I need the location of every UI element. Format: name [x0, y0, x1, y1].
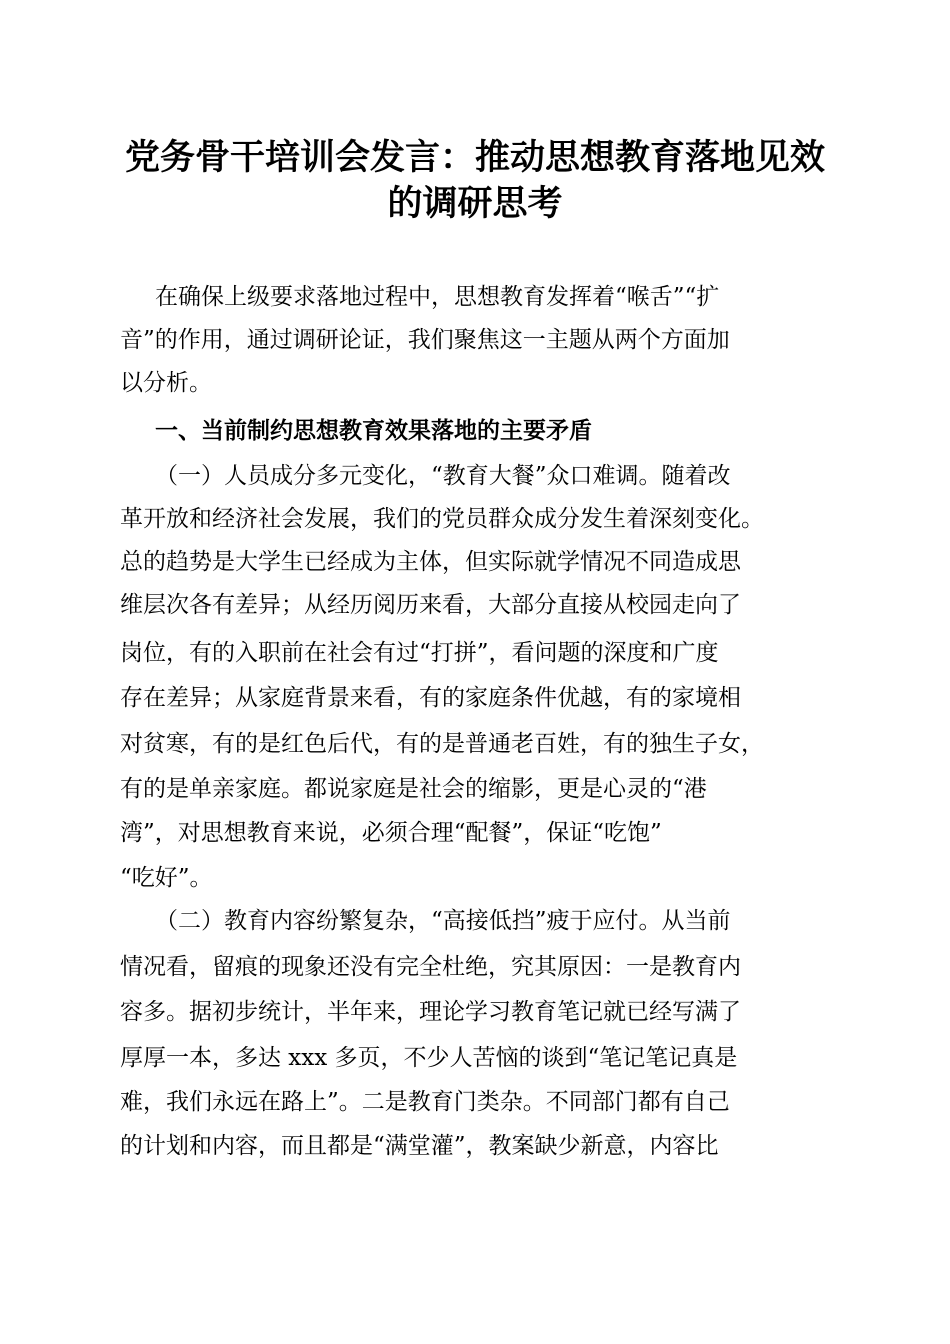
paragraph-1-line: （一）人员成分多元变化，“教育大餐”众口难调。随着改: [155, 463, 731, 489]
paragraph-1-line: 岗位，有的入职前在社会有过“打拼”，看问题的深度和广度: [120, 640, 719, 666]
section-heading-1: 一、当前制约思想教育效果落地的主要矛盾: [155, 418, 592, 444]
document-title-line-1: 党务骨干培训会发言：推动思想教育落地见效: [124, 137, 825, 178]
intro-paragraph-line: 在确保上级要求落地过程中，思想教育发挥着“喉舌”“扩: [155, 284, 720, 310]
paragraph-1-line: 革开放和经济社会发展，我们的党员群众成分发生着深刻变化。: [120, 506, 764, 532]
paragraph-1-line: 对贫寒，有的是红色后代，有的是普通老百姓，有的独生子女，: [120, 731, 764, 757]
paragraph-1-line: 总的趋势是大学生已经成为主体，但实际就学情况不同造成思: [120, 549, 741, 575]
paragraph-2-line: 厚厚一本，多达 xxx 多页，不少人苦恼的谈到“笔记笔记真是: [120, 1045, 738, 1071]
paragraph-1-line: 有的是单亲家庭。都说家庭是社会的缩影，更是心灵的“港: [120, 776, 707, 802]
paragraph-2-line: （二）教育内容纷繁复杂，“高接低挡”疲于应付。从当前: [155, 908, 731, 934]
paragraph-2-line: 情况看，留痕的现象还没有完全杜绝，究其原因：一是教育内: [120, 954, 741, 980]
intro-paragraph-line: 音”的作用，通过调研论证，我们聚焦这一主题从两个方面加: [120, 327, 730, 353]
paragraph-2-line: 的计划和内容，而且都是“满堂灌”，教案缺少新意，内容比: [120, 1133, 719, 1159]
intro-paragraph-line: 以分析。: [120, 370, 212, 396]
paragraph-1-line: 湾”，对思想教育来说，必须合理“配餐”，保证“吃饱”: [120, 820, 662, 846]
document-title-line-2: 的调研思考: [387, 183, 563, 224]
paragraph-1-line: “吃好”。: [120, 865, 213, 891]
paragraph-1-line: 维层次各有差异；从经历阅历来看，大部分直接从校园走向了: [120, 592, 741, 618]
paragraph-2-line: 难，我们永远在路上”。二是教育门类杂。不同部门都有自己: [120, 1089, 730, 1115]
paragraph-1-line: 存在差异；从家庭背景来看，有的家庭条件优越，有的家境相: [120, 685, 741, 711]
paragraph-2-line: 容多。据初步统计，半年来，理论学习教育笔记就已经写满了: [120, 999, 741, 1025]
